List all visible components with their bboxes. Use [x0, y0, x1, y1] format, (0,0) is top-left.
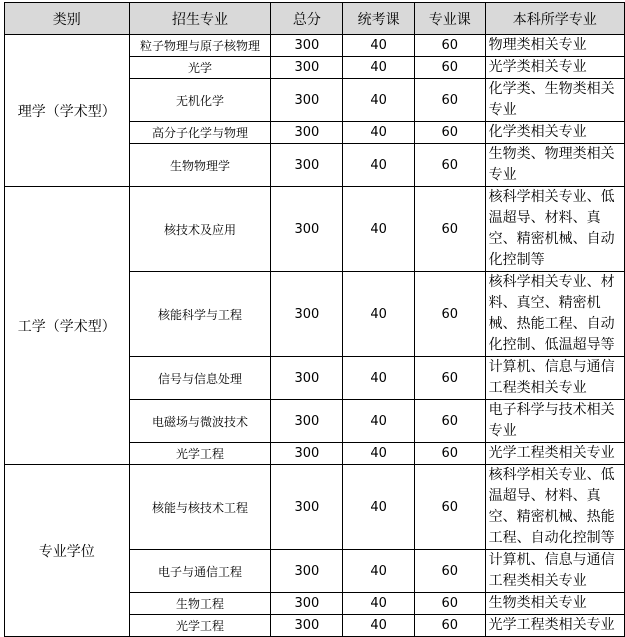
major-cell: 生物物理学 — [129, 144, 271, 187]
unified-exam-cell: 40 — [343, 615, 415, 637]
header-category: 类别 — [5, 3, 130, 35]
major-cell: 光学 — [129, 57, 271, 79]
professional-course-cell: 60 — [414, 57, 485, 79]
total-score-cell: 300 — [271, 443, 343, 465]
professional-course-cell: 60 — [414, 400, 485, 443]
unified-exam-cell: 40 — [343, 79, 415, 122]
total-score-cell: 300 — [271, 615, 343, 637]
unified-exam-cell: 40 — [343, 272, 415, 357]
unified-exam-cell: 40 — [343, 357, 415, 400]
major-cell: 粒子物理与原子核物理 — [129, 35, 271, 57]
total-score-cell: 300 — [271, 79, 343, 122]
category-cell: 理学（学术型） — [5, 35, 130, 187]
professional-course-cell: 60 — [414, 443, 485, 465]
table-row — [5, 465, 625, 550]
total-score-cell: 300 — [271, 550, 343, 593]
header-professional-course: 专业课 — [414, 3, 485, 35]
unified-exam-cell: 40 — [343, 465, 415, 550]
major-cell: 信号与信息处理 — [129, 357, 271, 400]
major-cell: 高分子化学与物理 — [129, 122, 271, 144]
professional-course-cell: 60 — [414, 593, 485, 615]
professional-course-cell: 60 — [414, 144, 485, 187]
header-undergrad-major: 本科所学专业 — [485, 3, 624, 35]
professional-course-cell: 60 — [414, 357, 485, 400]
unified-exam-cell: 40 — [343, 550, 415, 593]
unified-exam-cell: 40 — [343, 187, 415, 272]
professional-course-cell: 60 — [414, 272, 485, 357]
professional-course-cell: 60 — [414, 35, 485, 57]
major-cell: 光学工程 — [129, 443, 271, 465]
professional-course-cell: 60 — [414, 187, 485, 272]
header-major: 招生专业 — [129, 3, 271, 35]
major-cell: 核能与核技术工程 — [129, 465, 271, 550]
undergrad-major-cell: 光学工程类相关专业 — [485, 443, 624, 465]
unified-exam-cell: 40 — [343, 122, 415, 144]
total-score-cell: 300 — [271, 122, 343, 144]
professional-course-cell: 60 — [414, 79, 485, 122]
total-score-cell: 300 — [271, 57, 343, 79]
total-score-cell: 300 — [271, 465, 343, 550]
total-score-cell: 300 — [271, 35, 343, 57]
total-score-cell: 300 — [271, 400, 343, 443]
unified-exam-cell: 40 — [343, 35, 415, 57]
major-cell: 生物工程 — [129, 593, 271, 615]
undergrad-major-cell: 核科学相关专业、低温超导、材料、真空、精密机械、热能工程、自动化控制等 — [485, 465, 624, 550]
undergrad-major-cell: 化学类、生物类相关专业 — [485, 79, 624, 122]
category-cell: 专业学位 — [5, 465, 130, 637]
header-unified-exam: 统考课 — [343, 3, 415, 35]
undergrad-major-cell: 光学类相关专业 — [485, 57, 624, 79]
undergrad-major-cell: 电子科学与技术相关专业 — [485, 400, 624, 443]
undergrad-major-cell: 生物类相关专业 — [485, 593, 624, 615]
header-total-score: 总分 — [271, 3, 343, 35]
professional-course-cell: 60 — [414, 465, 485, 550]
professional-course-cell: 60 — [414, 550, 485, 593]
admission-table — [4, 2, 625, 637]
major-cell: 光学工程 — [129, 615, 271, 637]
unified-exam-cell: 40 — [343, 57, 415, 79]
major-cell: 电磁场与微波技术 — [129, 400, 271, 443]
undergrad-major-cell: 计算机、信息与通信工程类相关专业 — [485, 550, 624, 593]
major-cell: 核能科学与工程 — [129, 272, 271, 357]
major-cell: 核技术及应用 — [129, 187, 271, 272]
category-cell: 工学（学术型） — [5, 187, 130, 465]
undergrad-major-cell: 生物类、物理类相关专业 — [485, 144, 624, 187]
professional-course-cell: 60 — [414, 615, 485, 637]
total-score-cell: 300 — [271, 357, 343, 400]
undergrad-major-cell: 计算机、信息与通信工程类相关专业 — [485, 357, 624, 400]
unified-exam-cell: 40 — [343, 593, 415, 615]
unified-exam-cell: 40 — [343, 443, 415, 465]
undergrad-major-cell: 核科学相关专业、材料、真空、精密机械、热能工程、自动化控制、低温超导等 — [485, 272, 624, 357]
table-row — [5, 35, 625, 57]
unified-exam-cell: 40 — [343, 144, 415, 187]
total-score-cell: 300 — [271, 187, 343, 272]
major-cell: 电子与通信工程 — [129, 550, 271, 593]
undergrad-major-cell: 核科学相关专业、低温超导、材料、真空、精密机械、自动化控制等 — [485, 187, 624, 272]
total-score-cell: 300 — [271, 144, 343, 187]
header-row — [5, 3, 625, 35]
total-score-cell: 300 — [271, 272, 343, 357]
table-row — [5, 187, 625, 272]
total-score-cell: 300 — [271, 593, 343, 615]
professional-course-cell: 60 — [414, 122, 485, 144]
undergrad-major-cell: 物理类相关专业 — [485, 35, 624, 57]
undergrad-major-cell: 光学工程类相关专业 — [485, 615, 624, 637]
major-cell: 无机化学 — [129, 79, 271, 122]
undergrad-major-cell: 化学类相关专业 — [485, 122, 624, 144]
unified-exam-cell: 40 — [343, 400, 415, 443]
